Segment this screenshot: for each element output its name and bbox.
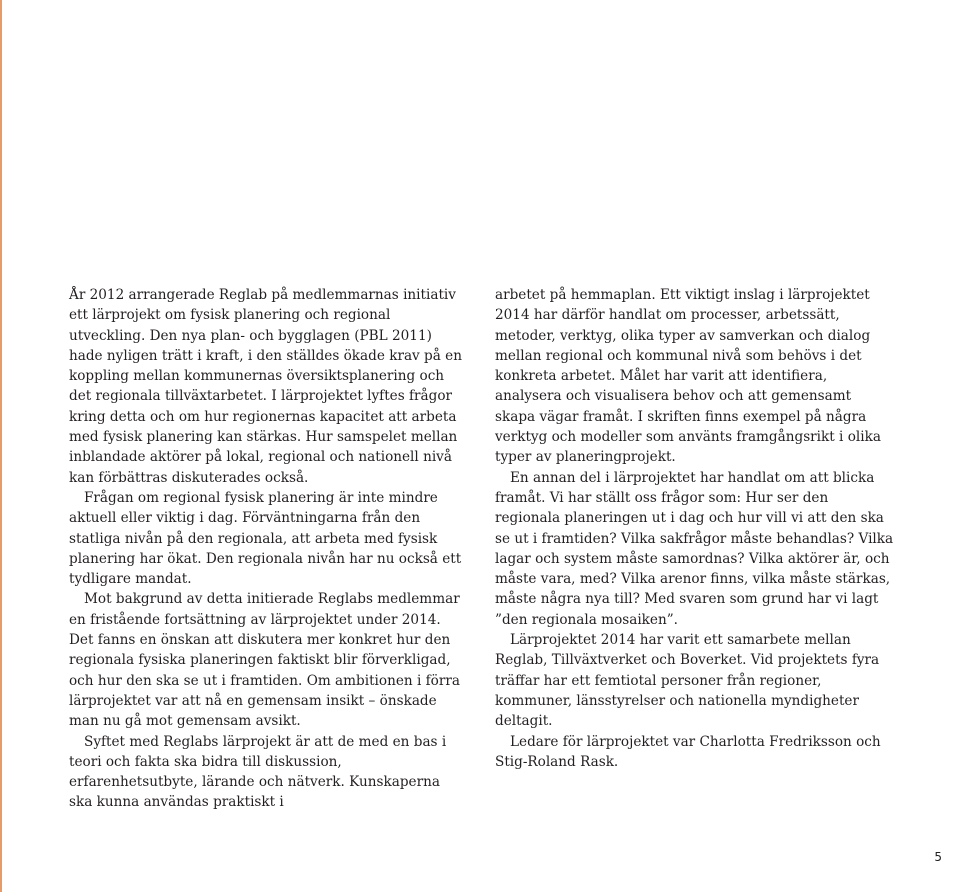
left-paragraph-2: Frågan om regional fysisk planering är inte mindre aktuell eller viktig i dag. Förväntningarna från den statliga nivån på den regionala, att arbeta med fysisk planering har ökat. Den regionala nivån har nu också ett tydligare mandat. [69,489,462,588]
page-edge-line [0,0,2,892]
right-paragraph-4: Ledare för lärprojektet var Charlotta Fredriksson och Stig-Roland Rask. [495,733,881,770]
left-paragraph-1: År 2012 arrangerade Reglab på medlemmarnas initiativ ett lärprojekt om fysisk planering och regional utveckling. Den nya plan- och bygglagen (PBL 2011) hade nyligen trätt i kraft, i den ställdes ökade krav på en koppling mellan kommunernas översiktsplanering och det regionala tillväxtarbetet. I lärprojektet lyftes frågor kring detta och om hur regionernas kapacitet att arbeta med fysisk planering kan stärkas. Hur samspelet mellan inblandade aktörer på lokal, regional och nationell nivå kan förbättras diskuterades också. [69,287,462,486]
left-paragraph-4: Syftet med Reglabs lärprojekt är att de med en bas i teori och fakta ska bidra till diskussion, erfarenhetsutbyte, lärande och nätverk. Kunskaperna ska kunna användas praktiskt i [69,733,447,811]
right-paragraph-2: En annan del i lärprojektet har handlat om att blicka framåt. Vi har ställt oss frågor som: Hur ser den regionala planeringen ut i dag och hur vill vi att den ska se ut i framtiden? Vilka sakfrågor måste behandlas? Vilka lagar och system måste samordnas? Vilka aktörer är, och måste vara, med? Vilka arenor finns, vilka måste stärkas, måste några nya till? Med svaren som grund har vi lagt ”den regionala mosaiken”. [495,469,894,628]
page-number: 5 [934,850,942,864]
left-paragraph-3: Mot bakgrund av detta initierade Reglabs medlemmar en fristående fortsättning av lärprojektet under 2014. Det fanns en önskan att diskutera mer konkret hur den regionala fysiska planeringen faktiskt blir förverkligad, och hur den ska se ut i framtiden. Om ambitionen i förra lärprojektet var att nå en gemensam insikt – önskade man nu gå mot gemensam avsikt. [69,591,460,730]
left-text-column [69,285,464,813]
right-paragraph-1: arbetet på hemmaplan. Ett viktigt inslag i lärprojektet 2014 har därför handlat om processer, arbetssätt, metoder, verktyg, olika typer av samverkan och dialog mellan regional och kommunal nivå som behövs i det konkreta arbetet. Målet har varit att identifiera, analysera och visualisera behov och att gemensamt skapa vägar framåt. I skriften finns exempel på några verktyg och modeller som använts framgångsrikt i olika typer av planeringprojekt. [495,287,881,466]
right-text-column [495,285,895,772]
right-paragraph-3: Lärprojektet 2014 har varit ett samarbete mellan Reglab, Tillväxtverket och Boverket. Vid projektets fyra träffar har ett femtiotal personer från regioner, kommuner, länsstyrelser och nationella myndigheter deltagit. [495,632,880,730]
